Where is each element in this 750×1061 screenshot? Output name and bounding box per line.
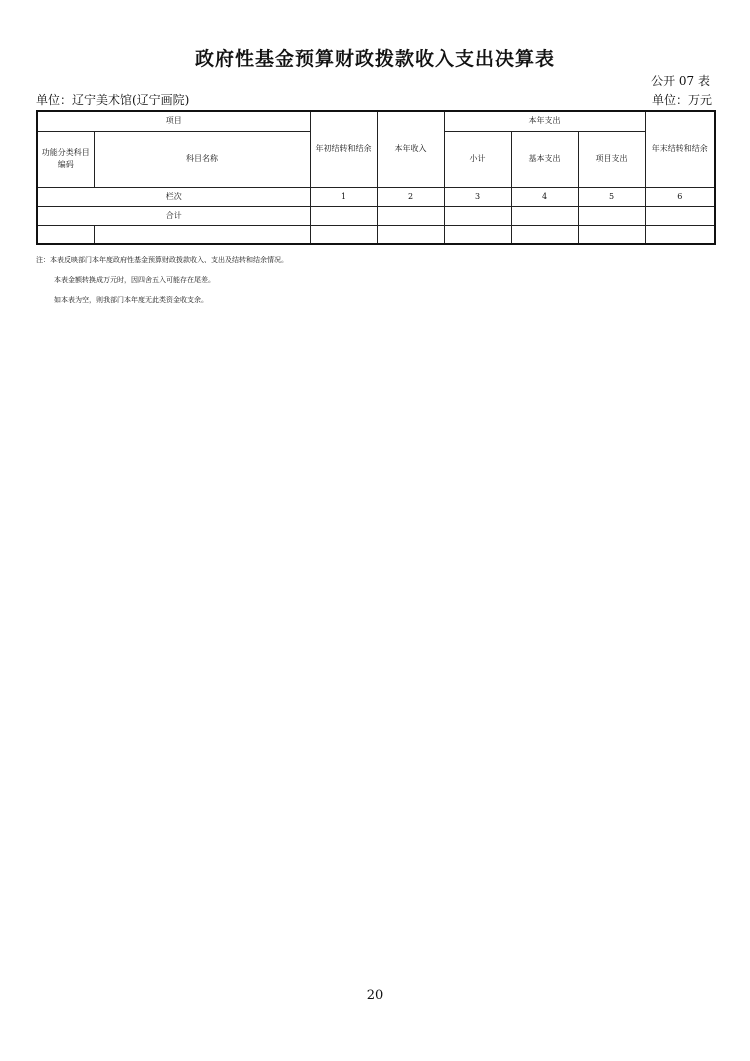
header-expense-group: 本年支出 — [444, 111, 645, 131]
total-cell — [578, 206, 645, 225]
header-project: 项目支出 — [578, 131, 645, 187]
budget-table — [36, 110, 716, 245]
total-cell — [511, 206, 578, 225]
header-subject-name: 科目名称 — [94, 131, 310, 187]
column-index-3: 3 — [444, 187, 511, 206]
header-begin-balance: 年初结转和结余 — [310, 111, 377, 187]
header-end-balance: 年末结转和结余 — [645, 111, 715, 187]
empty-cell — [511, 225, 578, 244]
total-cell — [444, 206, 511, 225]
column-index-2: 2 — [377, 187, 444, 206]
notes — [36, 250, 288, 310]
empty-cell — [444, 225, 511, 244]
header-basic: 基本支出 — [511, 131, 578, 187]
note-line: 本表金额转换成万元时，因四舍五入可能存在尾差。 — [54, 276, 215, 284]
note-line: 如本表为空，则我部门本年度无此类资金收支余。 — [54, 296, 208, 304]
header-func-code: 功能分类科目编码 — [37, 131, 94, 187]
empty-cell — [310, 225, 377, 244]
total-cell — [377, 206, 444, 225]
empty-cell — [578, 225, 645, 244]
column-index-label: 栏次 — [37, 187, 310, 206]
header-subtotal: 小计 — [444, 131, 511, 187]
page-number: 20 — [366, 988, 384, 1003]
header-item: 项目 — [37, 111, 310, 131]
column-index-1: 1 — [310, 187, 377, 206]
column-index-4: 4 — [511, 187, 578, 206]
total-cell — [645, 206, 715, 225]
empty-code-cell — [37, 225, 94, 244]
empty-cell — [645, 225, 715, 244]
column-index-6: 6 — [645, 187, 715, 206]
empty-cell — [377, 225, 444, 244]
note-line: 注：本表反映部门本年度政府性基金预算财政拨款收入、支出及结转和结余情况。 — [36, 256, 288, 264]
column-index-5: 5 — [578, 187, 645, 206]
unit-organization: 单位：辽宁美术馆(辽宁画院) — [36, 93, 190, 107]
total-label: 合计 — [37, 206, 310, 225]
page-title: 政府性基金预算财政拨款收入支出决算表 — [194, 48, 555, 70]
empty-name-cell — [94, 225, 310, 244]
total-cell — [310, 206, 377, 225]
form-number: 公开 07 表 — [651, 74, 710, 88]
unit-currency: 单位：万元 — [651, 93, 712, 107]
header-income: 本年收入 — [377, 111, 444, 187]
